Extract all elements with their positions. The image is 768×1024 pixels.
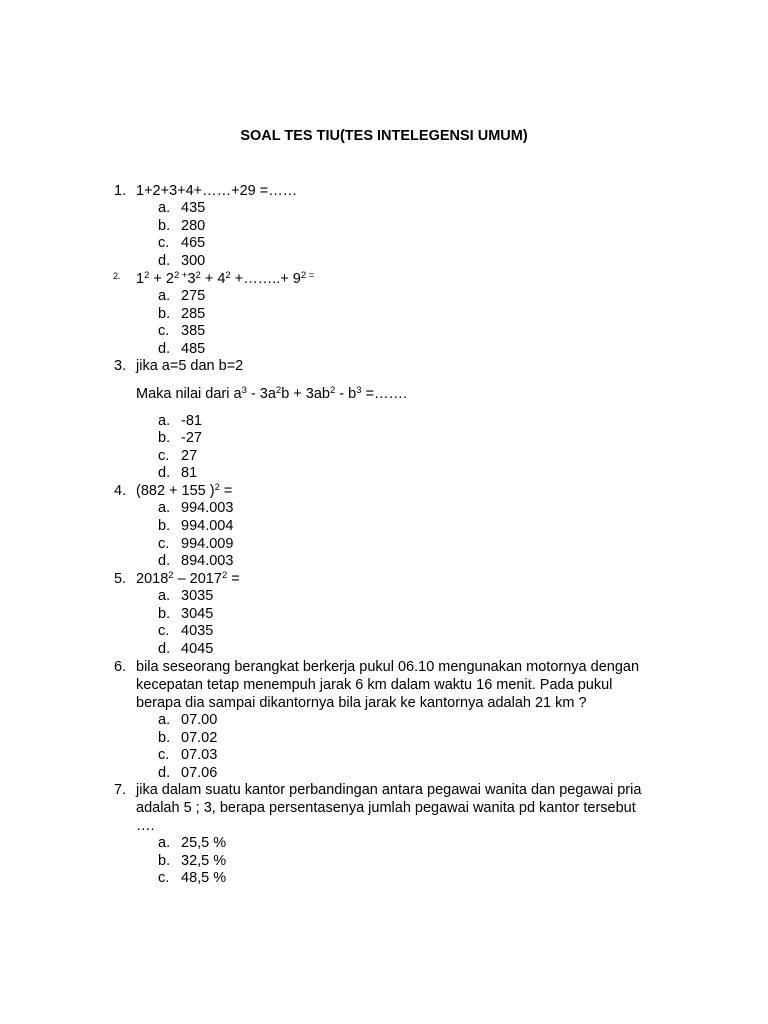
question-text-line-3: ….	[136, 818, 155, 834]
option-label: a.	[158, 500, 171, 516]
option-value: 25,5 %	[181, 835, 227, 851]
option-value: 300	[181, 253, 206, 269]
option-label: d.	[158, 253, 171, 269]
option-label: a.	[158, 835, 171, 851]
option-value: 27	[181, 448, 198, 464]
question-number: 6.	[114, 659, 127, 675]
option-value: 81	[181, 465, 198, 481]
question-number: 2.	[113, 271, 121, 281]
option-value: 994.009	[181, 536, 234, 552]
option-label: d.	[158, 465, 171, 481]
option-value: 07.00	[181, 712, 218, 728]
option-label: c.	[158, 870, 170, 886]
option-label: b.	[158, 218, 171, 234]
option-label: b.	[158, 730, 171, 746]
option-label: c.	[158, 323, 170, 339]
option-label: c.	[158, 623, 170, 639]
option-label: a.	[158, 413, 171, 429]
option-value: 385	[181, 323, 206, 339]
option-value: 275	[181, 288, 206, 304]
option-value: 07.03	[181, 747, 218, 763]
option-label: c.	[158, 448, 170, 464]
question-text-line-3: berapa dia sampai dikantornya bila jarak ke kantornya adalah 21 km ?	[136, 695, 587, 711]
question-text-line-2: adalah 5 ; 3, berapa persentasenya jumlah pegawai wanita pd kantor tersebut	[136, 800, 636, 816]
option-value: 994.003	[181, 500, 234, 516]
option-value: 465	[181, 235, 206, 251]
option-value: 07.02	[181, 730, 218, 746]
option-label: b.	[158, 306, 171, 322]
option-value: 280	[181, 218, 206, 234]
option-value: 3045	[181, 606, 214, 622]
option-label: a.	[158, 588, 171, 604]
option-label: b.	[158, 606, 171, 622]
option-label: b.	[158, 430, 171, 446]
question-text: jika a=5 dan b=2	[136, 358, 244, 374]
option-value: -27	[181, 430, 202, 446]
question-text: $2018^2 - 2017^2$ =	[136, 570, 240, 587]
question-number: 7.	[114, 782, 127, 798]
option-value: 32,5 %	[181, 853, 227, 869]
option-label: c.	[158, 235, 170, 251]
option-label: a.	[158, 712, 171, 728]
document-title: SOAL TES TIU(TES INTELEGENSI UMUM)	[240, 128, 528, 144]
option-value: 4035	[181, 623, 214, 639]
option-value: 3035	[181, 588, 214, 604]
option-value: 4045	[181, 641, 214, 657]
formula-text: Maka nilai dari $a^3 - 3a^2b + 3ab^2 - b^3$ =…….	[136, 385, 408, 402]
question-text: (882 + 155 )$^2$ =	[136, 482, 233, 499]
question-text-line-1: bila seseorang berangkat berkerja pukul 06.10 mengunakan motornya dengan	[136, 659, 640, 675]
option-value: 894.003	[181, 553, 234, 569]
option-label: d.	[158, 341, 171, 357]
option-label: a.	[158, 288, 171, 304]
option-value: 435	[181, 200, 206, 216]
option-label: d.	[158, 765, 171, 781]
option-label: d.	[158, 641, 171, 657]
option-label: b.	[158, 853, 171, 869]
question-number: 1.	[114, 183, 127, 199]
option-label: b.	[158, 518, 171, 534]
question-number: 5.	[114, 571, 127, 587]
question-text: 1+2+3+4+……+29 =……	[136, 183, 298, 199]
option-value: 285	[181, 306, 206, 322]
option-value: 48,5 %	[181, 870, 227, 886]
question-text-line-1: jika dalam suatu kantor perbandingan antara pegawai wanita dan pegawai pria	[136, 782, 642, 798]
option-label: d.	[158, 553, 171, 569]
option-label: c.	[158, 536, 170, 552]
option-label: c.	[158, 747, 170, 763]
option-value: 994.004	[181, 518, 234, 534]
question-number: 3.	[114, 358, 127, 374]
option-value: -81	[181, 413, 202, 429]
option-value: 07.06	[181, 765, 218, 781]
question-text-line-2: kecepatan tetap menempuh jarak 6 km dalam waktu 16 menit. Pada pukul	[136, 677, 613, 693]
question-text: $1^2 + 2^{2 +}3^2 + 4^2$ +……..+ $9^{2 =}$	[136, 270, 315, 287]
option-label: a.	[158, 200, 171, 216]
question-number: 4.	[114, 483, 127, 499]
option-value: 485	[181, 341, 206, 357]
